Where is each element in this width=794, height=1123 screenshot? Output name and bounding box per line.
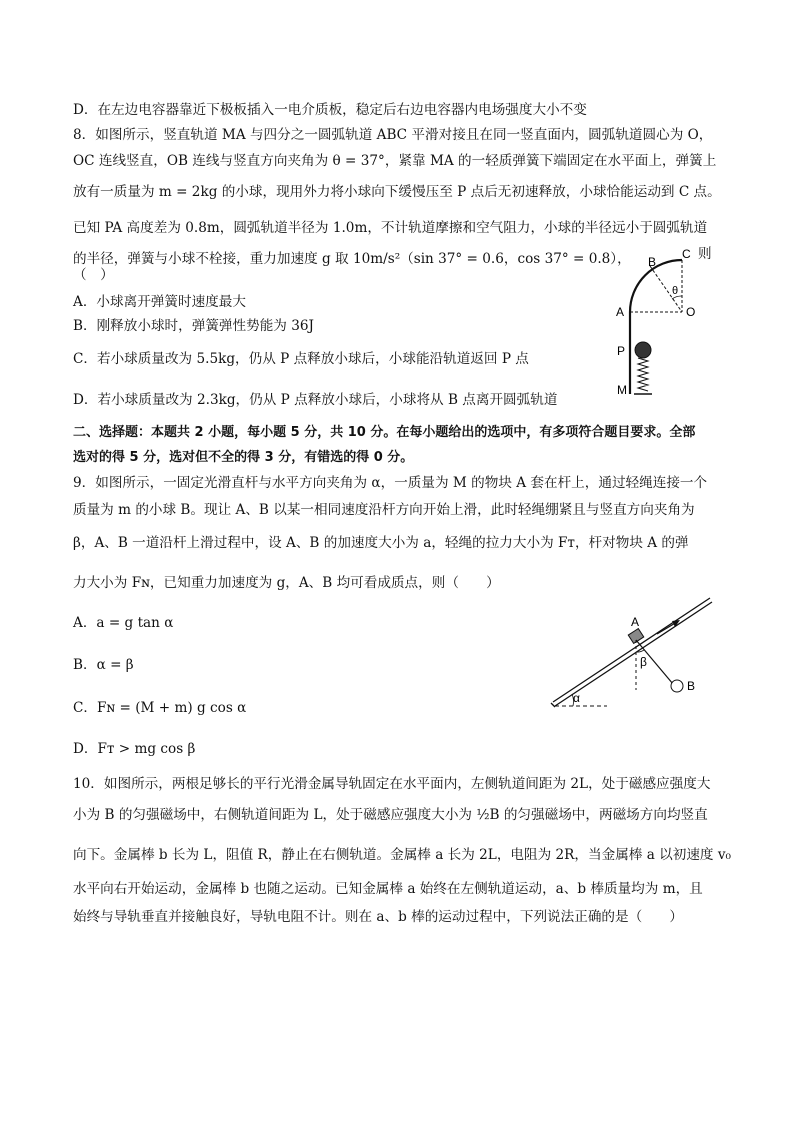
q9-stem-line: 力大小为 Fɴ，已知重力加速度为 g，A、B 均可看成质点，则（ ） [73, 575, 500, 591]
q8-fig-label-m: M [617, 383, 627, 397]
q8-option-a: A．小球离开弹簧时速度最大 [73, 294, 246, 310]
q8-fig-label-b: B [648, 255, 657, 269]
q8-answer-paren: （ ） [73, 267, 114, 283]
q9-option-c: C．Fɴ = (M + m) g cos α [73, 700, 247, 716]
q10-stem-line: 10．如图所示，两根足够长的平行光滑金属导轨固定在水平面内，左侧轨道间距为 2L，处于磁感应强度大 [73, 776, 711, 792]
q8-stem-line: 已知 PA 高度差为 0.8m，圆弧轨道半径为 1.0m，不计轨道摩擦和空气阻力，小球的半径远小于圆弧轨道 [73, 220, 708, 236]
q8-fig-label-p: P [617, 344, 626, 358]
q9-fig-label-beta: β [640, 655, 647, 669]
q8-fig-label-c: C [682, 247, 691, 261]
q9-option-b: B．α = β [73, 657, 134, 673]
q8-figure [600, 244, 720, 404]
q8-option-b: B．刚释放小球时，弹簧弹性势能为 36J [73, 318, 314, 334]
q8-fig-label-o: O [686, 305, 696, 319]
q9-fig-label-b: B [687, 679, 696, 693]
q9-stem-line: 质量为 m 的小球 B。现让 A、B 以某一相同速度沿杆方向开始上滑，此时轻绳绷紧且与竖直方向夹角为 [73, 502, 695, 518]
q9-stem-line: β，A、B 一道沿杆上滑过程中，设 A、B 的加速度大小为 a，轻绳的拉力大小为 Fᴛ，杆对物块 A 的弹 [73, 535, 689, 551]
q8-option-d: D．若小球质量改为 2.3kg，仍从 P 点释放小球后，小球将从 B 点离开圆弧轨道 [73, 392, 558, 408]
q10-stem-line: 向下。金属棒 b 长为 L，阻值 R，静止在右侧轨道。金属棒 a 长为 2L，电阻为 2R，当金属棒 a 以初速度 v₀ [73, 847, 731, 863]
q9-option-a: A．a = g tan α [73, 615, 174, 631]
q8-stem-line: 的半径，弹簧与小球不栓接，重力加速度 g 取 10m/s²（sin 37° = 0.6，cos 37° = 0.8）， [73, 251, 631, 267]
q10-stem-line: 始终与导轨垂直并接触良好，导轨电阻不计。则在 a、b 棒的运动过程中，下列说法正确的是（ ） [73, 909, 683, 925]
q8-stem-line: OC 连线竖直，OB 连线与竖直方向夹角为 θ = 37°，紧靠 MA 的一轻质弹簧下端固定在水平面上，弹簧上 [73, 153, 717, 169]
q8-fig-label-a: A [616, 305, 625, 319]
q10-stem-line: 水平向右开始运动，金属棒 b 也随之运动。已知金属棒 a 始终在左侧轨道运动，a、b 棒质量均为 m，且 [73, 881, 703, 897]
q10-stem-line: 小为 B 的匀强磁场中，右侧轨道间距为 L，处于磁感应强度大小为 ½B 的匀强磁场中，两磁场方向均竖直 [73, 807, 708, 823]
q8-trailing-char: 则 [698, 246, 712, 262]
q9-fig-label-alpha: α [573, 691, 580, 705]
q8-stem-line: 8．如图所示，竖直轨道 MA 与四分之一圆弧轨道 ABC 平滑对接且在同一竖直面内，圆弧轨道圆心为 O， [73, 127, 713, 143]
q9-option-d: D．Fᴛ > mg cos β [73, 741, 196, 757]
q7-option-d: D．在左边电容器靠近下极板插入一电介质板，稳定后右边电容器内电场强度大小不变 [73, 102, 587, 118]
q9-stem-line: 9．如图所示，一固定光滑直杆与水平方向夹角为 α，一质量为 M 的物块 A 套在杆上，通过轻绳连接一个 [73, 475, 708, 491]
section-heading: 二、选择题：本题共 2 小题，每小题 5 分，共 10 分。在每小题给出的选项中，有多项符合题目要求。全部 [73, 425, 696, 440]
q8-option-c: C．若小球质量改为 5.5kg，仍从 P 点释放小球后，小球能沿轨道返回 P 点 [73, 351, 529, 367]
q9-figure [545, 590, 725, 715]
q8-stem-line: 放有一质量为 m = 2kg 的小球，现用外力将小球向下缓慢压至 P 点后无初速释放，小球恰能运动到 C 点。 [73, 184, 721, 200]
section-heading: 选对的得 5 分，选对但不全的得 3 分，有错选的得 0 分。 [73, 450, 414, 465]
q9-fig-label-a: A [631, 615, 640, 629]
q8-fig-label-theta: θ [672, 285, 679, 297]
